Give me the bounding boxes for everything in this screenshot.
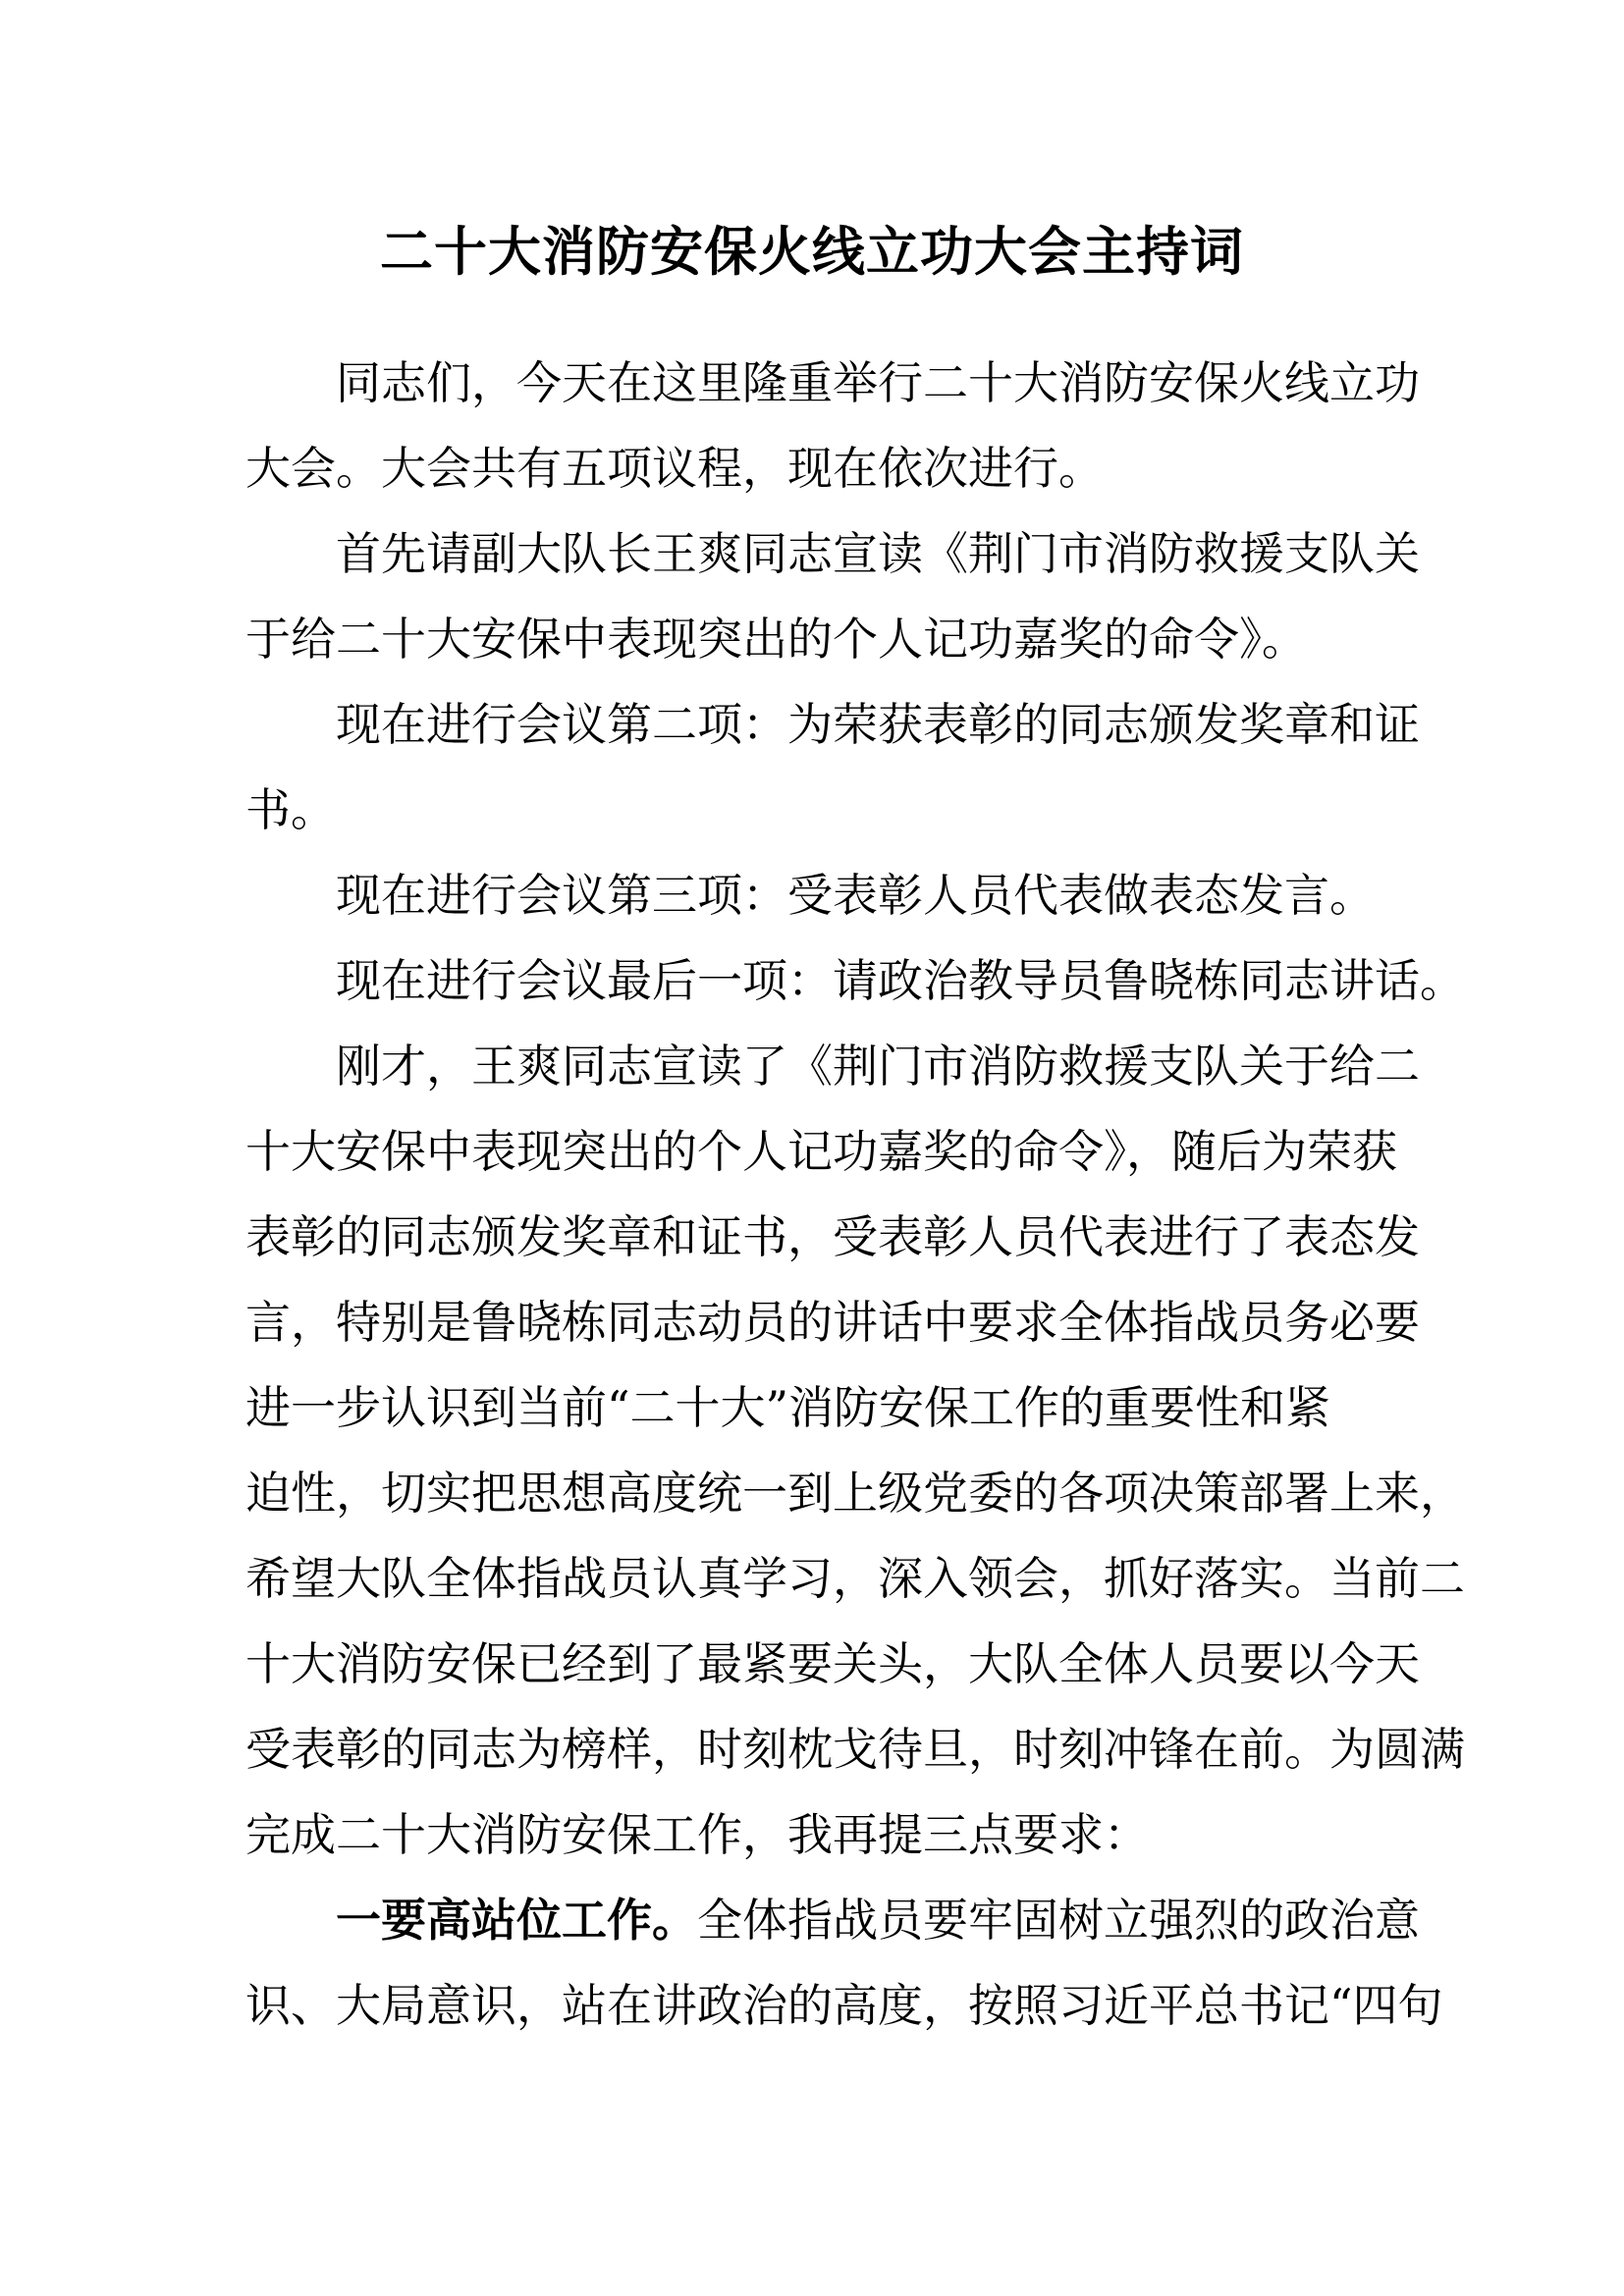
paragraph-requirement-1-line-1 [336,1891,1420,1949]
paragraph-agenda-3: 现在进行会议第三项：受表彰人员代表做表态发言。 [336,869,1375,922]
paragraph-summary-line-7: 希望大队全体指战员认真学习，深入领会，抓好落实。当前二 [245,1552,1465,1605]
paragraph-agenda-2-line-1: 现在进行会议第二项：为荣获表彰的同志颁发奖章和证 [336,698,1420,751]
paragraph-summary-line-9: 受表彰的同志为榜样，时刻枕戈待旦，时刻冲锋在前。为圆满 [245,1723,1465,1776]
requirement-1-heading: 一要高站位工作。 [336,1894,697,1947]
document-title: 二十大消防安保火线立功大会主持词 [380,221,1244,283]
paragraph-summary-line-5: 进一步认识到当前“二十大”消防安保工作的重要性和紧 [245,1381,1331,1434]
paragraph-summary-line-1: 刚才，王爽同志宣读了《荆门市消防救援支队关于给二 [336,1040,1420,1093]
paragraph-summary-line-8: 十大消防安保已经到了最紧要关头，大队全体人员要以今天 [245,1637,1420,1690]
paragraph-summary-line-6: 迫性，切实把思想高度统一到上级党委的各项决策部署上来， [245,1467,1465,1520]
paragraph-requirement-1-line-2: 识、大局意识，站在讲政治的高度，按照习近平总书记“四句 [245,1979,1443,2032]
paragraph-agenda-last: 现在进行会议最后一项：请政治教导员鲁晓栋同志讲话。 [336,954,1465,1007]
paragraph-agenda-1-line-1: 首先请副大队长王爽同志宣读《荆门市消防救援支队关 [336,527,1420,580]
paragraph-opening-line-1: 同志们，今天在这里隆重举行二十大消防安保火线立功 [336,356,1420,409]
requirement-1-text: 全体指战员要牢固树立强烈的政治意 [697,1894,1420,1947]
paragraph-agenda-2-line-2: 书。 [245,783,336,836]
paragraph-summary-line-3: 表彰的同志颁发奖章和证书，受表彰人员代表进行了表态发 [245,1210,1420,1263]
paragraph-summary-line-4: 言，特别是鲁晓栋同志动员的讲话中要求全体指战员务必要 [245,1296,1420,1349]
paragraph-opening-line-2: 大会。大会共有五项议程，现在依次进行。 [245,442,1104,495]
paragraph-summary-line-10: 完成二十大消防安保工作，我再提三点要求： [245,1808,1149,1861]
paragraph-summary-line-2: 十大安保中表现突出的个人记功嘉奖的命令》，随后为荣获 [245,1125,1397,1178]
paragraph-agenda-1-line-2: 于给二十大安保中表现突出的个人记功嘉奖的命令》。 [245,613,1307,666]
